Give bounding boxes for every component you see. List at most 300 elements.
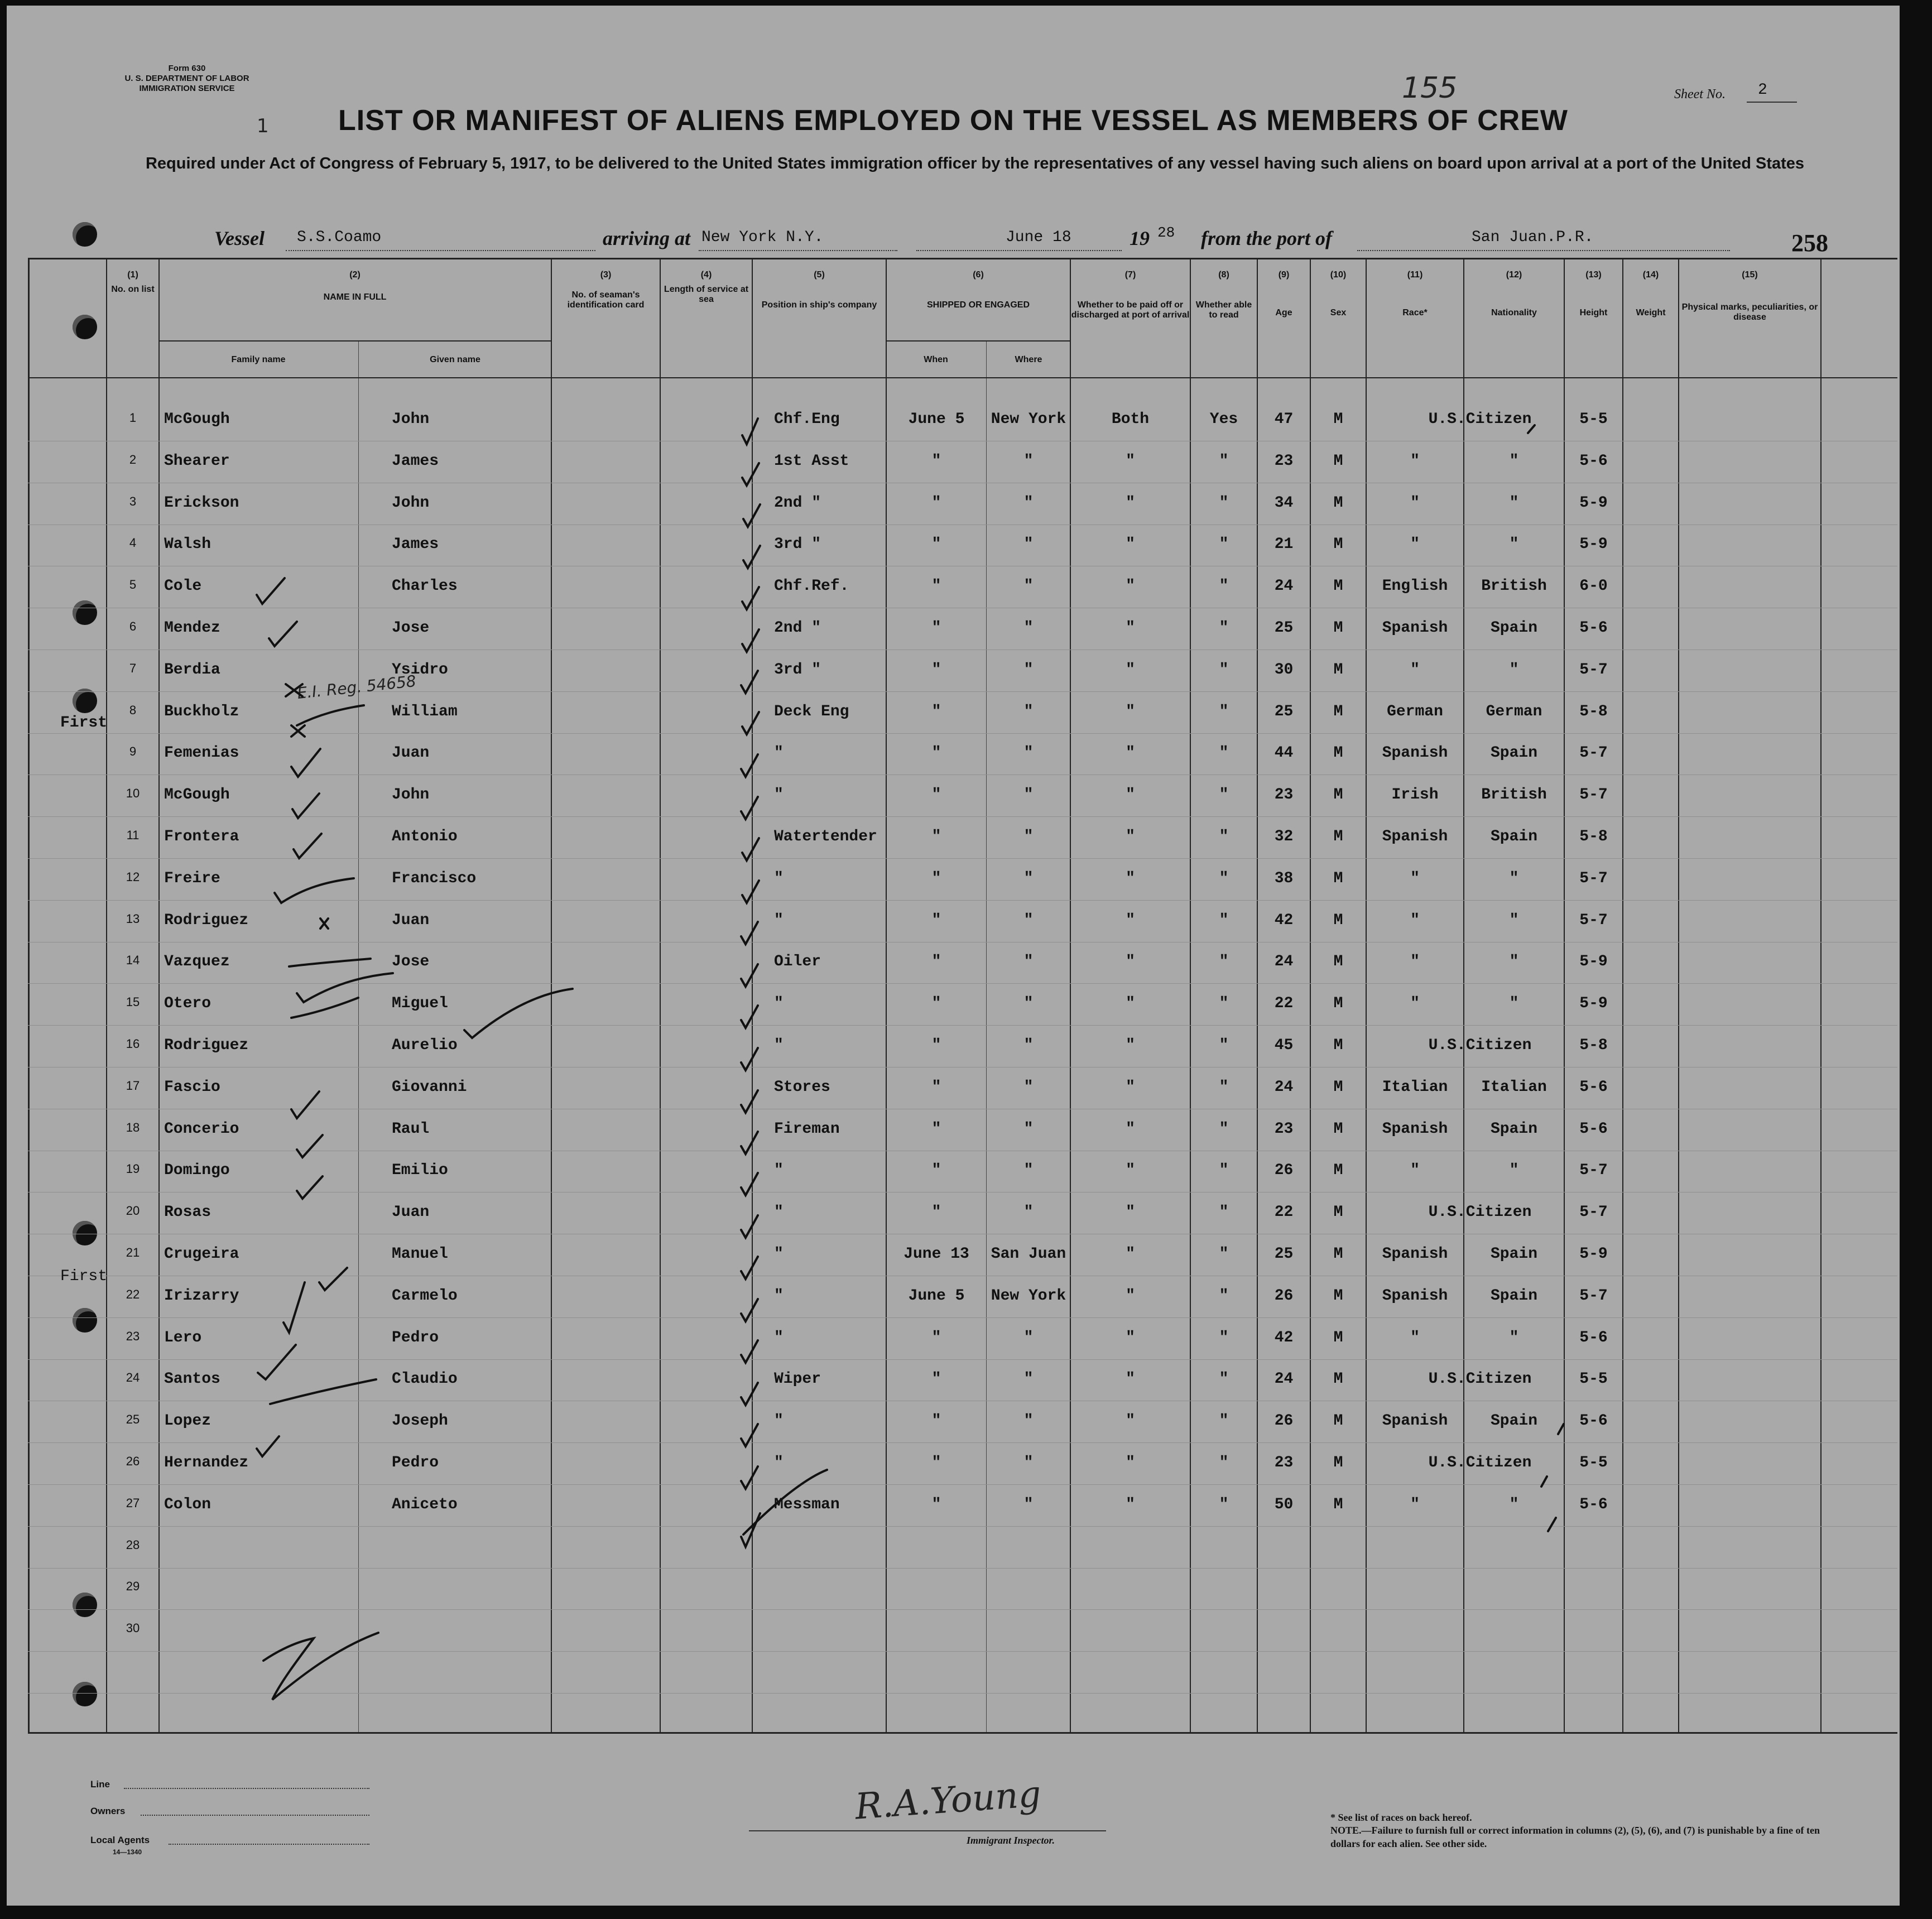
age: 22: [1274, 1204, 1294, 1221]
position: ": [774, 1162, 784, 1180]
age: 22: [1274, 995, 1294, 1013]
able-to-read: ": [1219, 1162, 1229, 1180]
shipped-when: ": [931, 828, 941, 845]
col14-header: (14) Weight: [1636, 270, 1666, 318]
sex: M: [1333, 494, 1343, 512]
service-name: IMMIGRATION SERVICE: [139, 84, 235, 93]
check-marks: [7, 6, 1900, 1906]
race: Spanish: [1382, 1412, 1448, 1430]
check-mark-icon: [742, 587, 759, 609]
check-mark-icon: [741, 671, 758, 693]
age: 24: [1274, 1078, 1294, 1096]
shipped-when: ": [931, 661, 941, 679]
check-mark-icon: [297, 1176, 323, 1199]
row-number: 7: [129, 661, 137, 675]
row-number: 30: [126, 1621, 140, 1636]
col7-header: (7) Whether to be paid off or discharged at port of arrival: [1071, 270, 1190, 320]
family-name: Mendez: [164, 619, 220, 637]
age: 50: [1274, 1495, 1294, 1513]
given-name: Juan: [392, 911, 430, 929]
paid-off: ": [1126, 1454, 1135, 1471]
row-number: 28: [126, 1537, 140, 1552]
row-number: 14: [126, 953, 140, 968]
owners-underline: [141, 1815, 369, 1816]
paid-off: ": [1126, 1329, 1135, 1346]
col2-header: (2) NAME IN FULL: [323, 270, 387, 302]
family-name: McGough: [164, 411, 230, 428]
given-name: Aurelio: [392, 1037, 458, 1054]
row-number: 22: [126, 1287, 140, 1301]
citizenship: U.S.Citizen: [1428, 1370, 1532, 1388]
check-mark-icon: [292, 793, 319, 818]
able-to-read: ": [1219, 578, 1229, 595]
nationality: ": [1509, 953, 1519, 971]
able-to-read: ": [1219, 869, 1229, 887]
height: 5-9: [1579, 995, 1608, 1013]
pencil-stroke: [1528, 425, 1535, 433]
able-to-read: ": [1219, 494, 1229, 512]
age: 23: [1274, 1454, 1294, 1471]
shipped-when: ": [931, 1037, 941, 1054]
height: 5-7: [1579, 661, 1608, 679]
row-number: 19: [126, 1162, 140, 1176]
paid-off: ": [1126, 828, 1135, 845]
given-name: James: [392, 452, 439, 470]
sex: M: [1333, 911, 1343, 929]
age: 24: [1274, 578, 1294, 595]
arrival-port: New York N.Y.: [701, 229, 824, 246]
line-underline: [124, 1788, 369, 1789]
sex: M: [1333, 1245, 1343, 1263]
given-name: Raul: [392, 1120, 430, 1138]
row-number: 8: [129, 703, 137, 717]
paid-off: ": [1126, 1120, 1135, 1138]
able-to-read: ": [1219, 1120, 1229, 1138]
age: 30: [1274, 661, 1294, 679]
shipped-where: ": [1023, 661, 1034, 679]
document-subtitle: Required under Act of Congress of February 5, 1917, to be delivered to the United States immigration officer by the representatives of any vessel having such aliens on board upon arrival at a port of the United States: [145, 155, 1805, 172]
able-to-read: ": [1219, 953, 1229, 971]
shipped-where: ": [1023, 911, 1034, 929]
height: 5-9: [1579, 494, 1608, 512]
row-number: 2: [129, 452, 137, 466]
paid-off: Both: [1111, 411, 1150, 428]
race: ": [1410, 995, 1420, 1013]
row-number: 5: [129, 578, 137, 592]
shipped-when: ": [931, 1162, 941, 1180]
position: 2nd ": [774, 494, 821, 512]
position: ": [774, 1204, 784, 1221]
check-mark-icon: [742, 419, 758, 444]
row-number: 3: [129, 494, 137, 508]
paid-off: ": [1126, 452, 1135, 470]
row-number: 23: [126, 1329, 140, 1343]
col5-header: (5) Position in ship's company: [761, 270, 877, 310]
able-to-read: ": [1219, 911, 1229, 929]
shipped-where-header: Where: [1015, 355, 1042, 364]
race: ": [1410, 1329, 1420, 1346]
shipped-when: ": [931, 869, 941, 887]
shipped-where: ": [1023, 1454, 1034, 1471]
age: 25: [1274, 619, 1294, 637]
shipped-where: ": [1023, 1329, 1034, 1346]
family-name: Freire: [164, 869, 220, 887]
pencil-stroke: [270, 1379, 376, 1404]
sex: M: [1333, 995, 1343, 1013]
able-to-read: ": [1219, 703, 1229, 720]
position: ": [774, 744, 784, 762]
col11-header: (11) Race*: [1402, 270, 1428, 318]
race: Spanish: [1382, 1287, 1448, 1305]
paid-off: ": [1126, 578, 1135, 595]
able-to-read: ": [1219, 1412, 1229, 1430]
position: ": [774, 1412, 784, 1430]
height: 5-6: [1579, 619, 1608, 637]
able-to-read: ": [1219, 1370, 1229, 1388]
height: 5-7: [1579, 1287, 1608, 1305]
col15-header: (15) Physical marks, peculiarities, or disease: [1681, 270, 1818, 322]
shipped-where: ": [1023, 1120, 1034, 1138]
row-number: 9: [129, 744, 137, 759]
nationality: Spain: [1490, 1245, 1537, 1263]
family-name: Vazquez: [164, 953, 230, 971]
position: Chf.Eng: [774, 411, 840, 428]
margin-mark: 1: [257, 115, 269, 137]
check-mark-icon: [319, 1268, 347, 1290]
able-to-read: ": [1219, 1078, 1229, 1096]
age: 42: [1274, 1329, 1294, 1346]
position: Chf.Ref.: [774, 578, 849, 595]
age: 21: [1274, 536, 1294, 554]
check-mark-icon: [743, 504, 760, 527]
height: 5-7: [1579, 911, 1608, 929]
race: Spanish: [1382, 1120, 1448, 1138]
check-mark-icon: [741, 1215, 758, 1238]
height: 5-7: [1579, 1162, 1608, 1180]
check-mark-icon: [743, 546, 760, 568]
position: Oiler: [774, 953, 821, 971]
race: ": [1410, 953, 1420, 971]
shipped-where: ": [1023, 1495, 1034, 1513]
height: 5-8: [1579, 828, 1608, 845]
shipped-when: ": [931, 1370, 941, 1388]
given-name: John: [392, 786, 430, 804]
row-number: 11: [126, 828, 140, 842]
shipped-where: ": [1023, 869, 1034, 887]
given-name: William: [392, 703, 458, 720]
position: Watertender: [774, 828, 877, 845]
sheet-number-label: Sheet No.: [1674, 87, 1726, 102]
given-name: Emilio: [392, 1162, 448, 1180]
age: 23: [1274, 1120, 1294, 1138]
sex: M: [1333, 1370, 1343, 1388]
sex: M: [1333, 744, 1343, 762]
able-to-read: ": [1219, 1204, 1229, 1221]
height: 5-8: [1579, 703, 1608, 720]
check-mark-icon: [291, 749, 320, 777]
height: 5-7: [1579, 1204, 1608, 1221]
check-mark-icon: [741, 1340, 758, 1363]
family-name: Lero: [164, 1329, 202, 1346]
nationality: ": [1509, 1162, 1519, 1180]
shipped-where: ": [1023, 786, 1034, 804]
check-mark-icon: [741, 1090, 758, 1113]
family-name: Fascio: [164, 1078, 220, 1096]
signature-line: [749, 1830, 1106, 1831]
position: 3rd ": [774, 661, 821, 679]
able-to-read: ": [1219, 744, 1229, 762]
position: ": [774, 911, 784, 929]
nationality: ": [1509, 536, 1519, 554]
age: 47: [1274, 411, 1294, 428]
shipped-when: June 13: [903, 1245, 969, 1263]
sex: M: [1333, 452, 1343, 470]
race: ": [1410, 1162, 1420, 1180]
shipped-where: ": [1023, 703, 1034, 720]
family-name: Cole: [164, 578, 202, 595]
paid-off: ": [1126, 1495, 1135, 1513]
nationality: ": [1509, 911, 1519, 929]
pencil-stroke: [263, 1633, 378, 1700]
inspector-signature: R.A.Young: [853, 1773, 1042, 1828]
paid-off: ": [1126, 744, 1135, 762]
page-number: 258: [1791, 229, 1828, 257]
check-mark-icon: [741, 1466, 758, 1489]
height: 5-6: [1579, 1078, 1608, 1096]
paid-off: ": [1126, 953, 1135, 971]
paid-off: ": [1126, 619, 1135, 637]
family-name: Buckholz: [164, 703, 239, 720]
race: Irish: [1391, 786, 1439, 804]
family-name: Rosas: [164, 1204, 212, 1221]
given-name: Juan: [392, 1204, 430, 1221]
height: 5-6: [1579, 452, 1608, 470]
given-name: Pedro: [392, 1454, 439, 1471]
shipped-where: ": [1023, 1370, 1034, 1388]
sex: M: [1333, 1454, 1343, 1471]
given-name: Joseph: [392, 1412, 448, 1430]
age: 25: [1274, 703, 1294, 720]
manifest-sheet: [7, 6, 1900, 1906]
position: 1st Asst: [774, 452, 849, 470]
check-mark-icon: [741, 1383, 758, 1405]
paid-off: ": [1126, 786, 1135, 804]
position: ": [774, 1329, 784, 1346]
given-name: Carmelo: [392, 1287, 458, 1305]
row-number: 29: [126, 1579, 140, 1594]
cross-mark-icon: [320, 918, 328, 929]
able-to-read: ": [1219, 828, 1229, 845]
cross-mark-icon: [291, 725, 305, 737]
check-mark-icon: [269, 622, 297, 646]
col4-header: (4) Length of service at sea: [664, 270, 749, 304]
check-mark-icon: [742, 463, 759, 485]
given-name: Charles: [392, 578, 458, 595]
shipped-when: ": [931, 786, 941, 804]
pencil-stroke: [297, 705, 364, 725]
check-mark-icon: [741, 1173, 758, 1195]
margin-note-first: First: [60, 714, 108, 732]
position: Stores: [774, 1078, 830, 1096]
row-number: 16: [126, 1037, 140, 1051]
race: ": [1410, 452, 1420, 470]
age: 32: [1274, 828, 1294, 845]
nationality: Spain: [1490, 619, 1537, 637]
pencil-stroke: [1548, 1518, 1556, 1531]
departure-port: San Juan.P.R.: [1472, 229, 1594, 246]
check-mark-icon: [291, 1091, 319, 1118]
shipped-when: ": [931, 578, 941, 595]
shipped-where: ": [1023, 452, 1034, 470]
sex: M: [1333, 1078, 1343, 1096]
col6-header: (6) SHIPPED OR ENGAGED: [926, 270, 1030, 310]
able-to-read: ": [1219, 1287, 1229, 1305]
check-mark-icon: [257, 1436, 279, 1456]
nationality: Spain: [1490, 1287, 1537, 1305]
position: 2nd ": [774, 619, 821, 637]
given-name: James: [392, 536, 439, 554]
race: ": [1410, 1495, 1420, 1513]
race: Spanish: [1382, 1245, 1448, 1263]
able-to-read: ": [1219, 1329, 1229, 1346]
shipped-when: June 5: [908, 411, 965, 428]
shipped-where: ": [1023, 953, 1034, 971]
sex: M: [1333, 869, 1343, 887]
nationality: German: [1486, 703, 1542, 720]
check-mark-icon: [741, 1513, 760, 1547]
age: 23: [1274, 786, 1294, 804]
citizenship: U.S.Citizen: [1428, 1454, 1532, 1471]
family-name: Shearer: [164, 452, 230, 470]
check-mark-icon: [741, 754, 758, 777]
sex: M: [1333, 619, 1343, 637]
paid-off: ": [1126, 1204, 1135, 1221]
given-name: John: [392, 411, 430, 428]
height: 5-7: [1579, 786, 1608, 804]
check-mark-icon: [741, 1257, 758, 1279]
form-number: Form 630: [168, 64, 206, 73]
arriving-label: arriving at: [603, 227, 691, 249]
pencil-stroke: [1558, 1424, 1564, 1434]
height: 5-6: [1579, 1329, 1608, 1346]
age: 44: [1274, 744, 1294, 762]
paid-off: ": [1126, 494, 1135, 512]
height: 5-5: [1579, 1370, 1608, 1388]
check-mark-icon: [741, 922, 758, 944]
margin-annotation: E.I. Reg. 54658: [296, 671, 417, 703]
able-to-read: ": [1219, 1495, 1229, 1513]
sex: M: [1333, 703, 1343, 720]
sex: M: [1333, 661, 1343, 679]
cross-mark-icon: [286, 684, 302, 696]
line-label: Line: [90, 1779, 110, 1790]
shipped-when: ": [931, 1329, 941, 1346]
age: 24: [1274, 1370, 1294, 1388]
race: Spanish: [1382, 619, 1448, 637]
shipped-when: ": [931, 703, 941, 720]
race: German: [1387, 703, 1443, 720]
row-number: 17: [126, 1078, 140, 1093]
shipped-when: ": [931, 619, 941, 637]
position: ": [774, 786, 784, 804]
check-mark-icon: [741, 964, 758, 987]
shipped-when: ": [931, 536, 941, 554]
shipped-when: ": [931, 494, 941, 512]
given-name: Antonio: [392, 828, 458, 845]
sex: M: [1333, 578, 1343, 595]
able-to-read: ": [1219, 1245, 1229, 1263]
height: 5-9: [1579, 1245, 1608, 1263]
age: 26: [1274, 1162, 1294, 1180]
height: 5-9: [1579, 536, 1608, 554]
year-prefix: 19: [1130, 227, 1150, 249]
given-name-header: Given name: [430, 355, 480, 364]
nationality: Spain: [1490, 1412, 1537, 1430]
owners-label: Owners: [90, 1806, 126, 1816]
position: ": [774, 869, 784, 887]
shipped-when: ": [931, 1120, 941, 1138]
sex: M: [1333, 1329, 1343, 1346]
age: 23: [1274, 452, 1294, 470]
able-to-read: ": [1219, 995, 1229, 1013]
margin-note-first: First: [60, 1268, 108, 1285]
penalty-note: NOTE.—Failure to furnish full or correct information in columns (2), (5), (6), and (7) is punishable by a fine of ten dollars for each alien. See other side.: [1330, 1825, 1820, 1849]
nationality: ": [1509, 661, 1519, 679]
check-mark-icon: [297, 973, 393, 1002]
document-title: LIST OR MANIFEST OF ALIENS EMPLOYED ON THE VESSEL AS MEMBERS OF CREW: [338, 104, 1568, 137]
shipped-where: ": [1023, 1412, 1034, 1430]
family-name: McGough: [164, 786, 230, 804]
row-number: 1: [129, 411, 137, 425]
position: ": [774, 1454, 784, 1471]
sex: M: [1333, 411, 1343, 428]
position: ": [774, 1287, 784, 1305]
vessel-label: Vessel: [214, 227, 265, 249]
age: 34: [1274, 494, 1294, 512]
row-number: 20: [126, 1204, 140, 1218]
family-name: Rodriguez: [164, 1037, 249, 1054]
check-mark-icon: [275, 878, 354, 903]
shipped-where: ": [1023, 1037, 1034, 1054]
able-to-read: ": [1219, 619, 1229, 637]
nationality: Spain: [1490, 828, 1537, 845]
age: 24: [1274, 953, 1294, 971]
row-number: 6: [129, 619, 137, 633]
shipped-when: ": [931, 1412, 941, 1430]
shipped-where: ": [1023, 828, 1034, 845]
pencil-stroke: [289, 959, 371, 966]
family-name: Colon: [164, 1495, 212, 1513]
able-to-read: ": [1219, 786, 1229, 804]
print-code: 14—1340: [113, 1848, 142, 1856]
row-number: 21: [126, 1245, 140, 1259]
sex: M: [1333, 1162, 1343, 1180]
paid-off: ": [1126, 1162, 1135, 1180]
paid-off: ": [1126, 911, 1135, 929]
shipped-when: ": [931, 1454, 941, 1471]
col12-header: (12) Nationality: [1491, 270, 1537, 318]
check-mark-icon: [741, 1048, 758, 1070]
check-mark-icon: [297, 1135, 323, 1157]
check-mark-icon: [742, 629, 759, 652]
family-name: Domingo: [164, 1162, 230, 1180]
paid-off: ": [1126, 1078, 1135, 1096]
shipped-where: San Juan: [991, 1245, 1066, 1263]
race: ": [1410, 869, 1420, 887]
local-agents-label: Local Agents: [90, 1835, 150, 1845]
age: 45: [1274, 1037, 1294, 1054]
able-to-read: ": [1219, 1454, 1229, 1471]
